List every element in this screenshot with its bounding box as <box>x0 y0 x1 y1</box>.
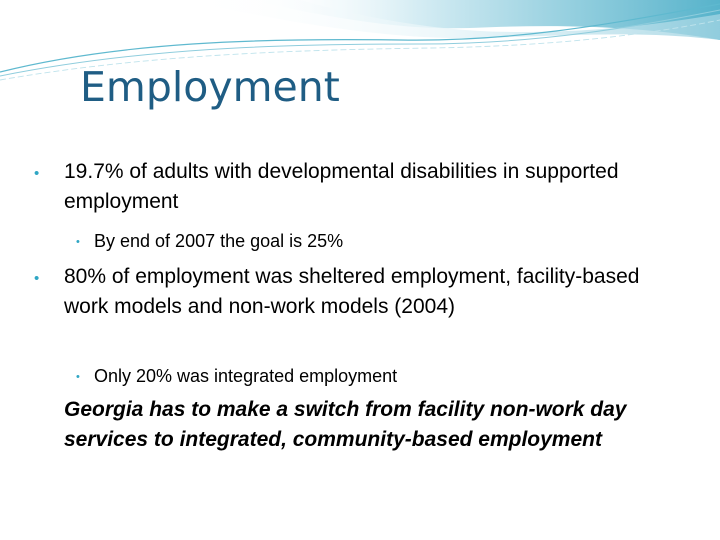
callout-text: Georgia has to make a switch from facility non-work day services to integrated, community-based employment <box>64 398 627 451</box>
bullet-item <box>34 157 664 217</box>
bullet-text: 19.7% of adults with developmental disabilities in supported employment <box>64 160 619 213</box>
bullet-item <box>34 262 664 322</box>
slide-title: Employment <box>80 63 340 111</box>
sub-bullet-text: By end of 2007 the goal is 25% <box>94 231 344 251</box>
bullet-marker: • <box>34 270 40 287</box>
bullet-marker: • <box>76 236 80 248</box>
sub-bullet-text: Only 20% was integrated employment <box>94 366 398 386</box>
bullet-marker: • <box>34 165 40 182</box>
sub-bullet-item <box>76 363 654 389</box>
bullet-text: 80% of employment was sheltered employment, facility-based work models and non-work models (2004) <box>64 265 640 318</box>
sub-bullet-item <box>76 228 654 254</box>
bullet-marker: • <box>76 371 80 383</box>
